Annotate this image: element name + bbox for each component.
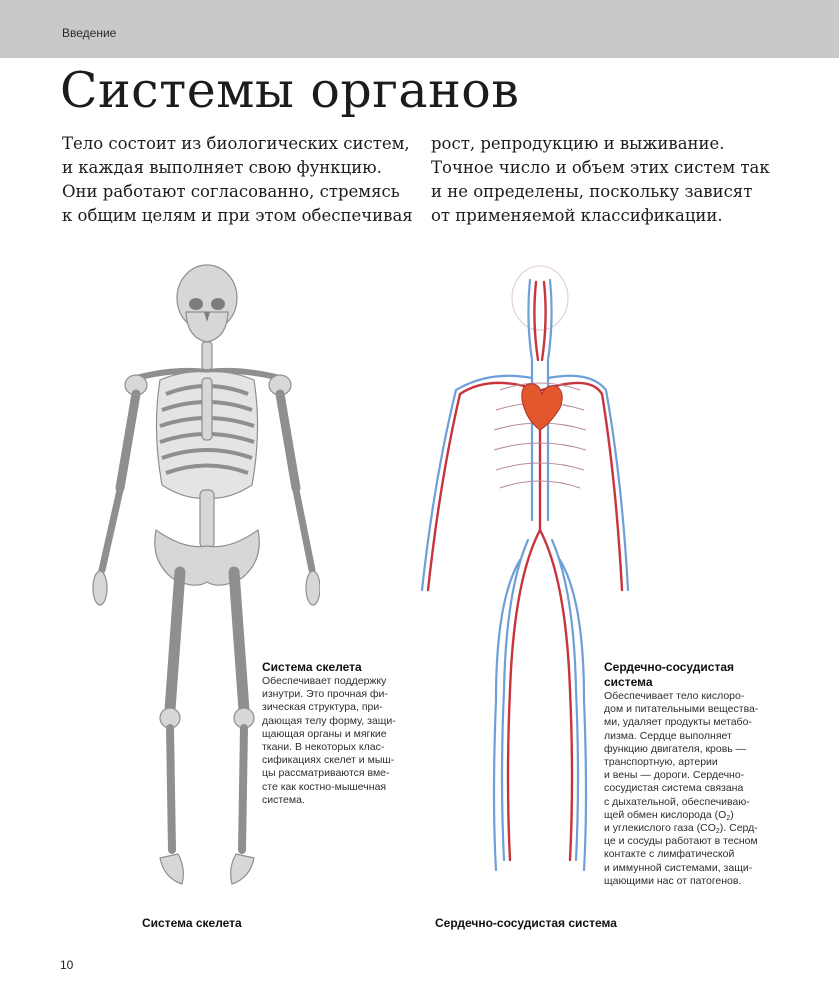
- cardio-info-line: дом и питательными вещества-: [604, 703, 759, 716]
- skeleton-info-line: зическая структура, при-: [262, 701, 383, 714]
- intro-right-column: [431, 132, 783, 228]
- intro-line: и не определены, поскольку зависят: [431, 182, 753, 201]
- cardio-info-line: щающими нас от патогенов.: [604, 874, 742, 887]
- sternum: [202, 378, 212, 440]
- skeleton-info-line: система.: [262, 793, 305, 806]
- cardio-info-line: с дыхательной, обеспечиваю-: [604, 795, 750, 808]
- co2-prefix: и углекислого газа (CO: [604, 822, 716, 835]
- cardio-caption: Сердечно-сосудистая система: [435, 916, 617, 930]
- cardio-info-line: ми, удаляет продукты метабо-: [604, 716, 752, 729]
- intro-line: к общим целям и при этом обеспечивая: [62, 206, 413, 225]
- intro-line: от применяемой классификации.: [431, 206, 723, 225]
- header-bar: [0, 0, 839, 58]
- intro-left-column: [62, 132, 414, 228]
- forearm-right: [296, 490, 312, 570]
- femur-left: [170, 572, 180, 710]
- cardio-info-line: и вены — дороги. Сердечно-: [604, 769, 745, 782]
- o2-subscript: 2: [726, 814, 731, 822]
- cardio-info-line: транспортную, артерии: [604, 756, 718, 769]
- skeleton-info: [262, 660, 427, 807]
- cardio-info-line: Обеспечивает тело кислоро-: [604, 690, 745, 702]
- cardio-info-line: функцию двигателя, кровь —: [604, 742, 747, 755]
- skeleton-info-line: изнутри. Это прочная фи-: [262, 688, 388, 701]
- femur-right: [234, 572, 244, 710]
- page-title: Системы органов: [60, 62, 520, 119]
- o2-prefix: щей обмен кислорода (O: [604, 808, 727, 821]
- eye-socket: [189, 298, 203, 310]
- skeleton-info-line: цы рассматриваются вме-: [262, 767, 390, 780]
- page-number: 10: [60, 958, 74, 972]
- humerus-right: [280, 394, 296, 488]
- skeleton-info-line: дающая телу форму, защи-: [262, 714, 396, 727]
- intro-line: и каждая выполняет свою функцию.: [62, 158, 382, 177]
- intro-line: Они работают согласованно, стремясь: [62, 182, 400, 201]
- cervical-spine: [202, 342, 212, 370]
- cardio-info-line: и иммунной системами, защи-: [604, 861, 753, 874]
- hand-right: [306, 571, 320, 605]
- tibia-left: [170, 728, 172, 850]
- body-outline: [512, 266, 568, 330]
- cardio-info-line-co2: [604, 822, 784, 835]
- skeleton-caption: Система скелета: [142, 916, 242, 930]
- cardio-info-line: сосудистая система связана: [604, 782, 744, 795]
- intro-line: Точное число и объем этих систем так: [431, 158, 770, 177]
- skeleton-info-line: ткани. В некоторых клас-: [262, 741, 385, 754]
- cardio-info: [604, 660, 784, 888]
- foot-left: [160, 854, 183, 884]
- skeleton-info-line: щающая органы и мягкие: [262, 727, 387, 740]
- cardio-info-line: лизма. Сердце выполняет: [604, 729, 732, 742]
- hand-left: [93, 571, 107, 605]
- cardiovascular-illustration: [400, 260, 630, 900]
- skeleton-info-line: сте как костно-мышечная: [262, 780, 387, 793]
- foot-right: [231, 854, 254, 884]
- cardio-info-line: це и сосуды работают в тесном: [604, 835, 758, 848]
- cardio-info-line: контакте с лимфатической: [604, 848, 735, 861]
- eye-socket: [211, 298, 225, 310]
- co2-suffix: ). Серд-: [719, 822, 758, 835]
- cardio-info-title: Сердечно-сосудистая: [604, 660, 735, 674]
- o2-suffix: ): [730, 808, 734, 821]
- arteries: [428, 282, 622, 860]
- skeleton-info-line: сификациях скелет и мыш-: [262, 754, 395, 767]
- cardio-info-title: система: [604, 675, 653, 689]
- skeleton-info-line: Обеспечивает поддержку: [262, 675, 387, 687]
- lumbar-spine: [200, 490, 214, 548]
- section-label: Введение: [62, 26, 117, 40]
- intro-line: рост, репродукцию и выживание.: [431, 134, 725, 153]
- cardio-info-line-o2: [604, 809, 784, 822]
- tibia-right: [242, 728, 244, 850]
- intro-line: Тело состоит из биологических систем,: [62, 134, 410, 153]
- co2-subscript: 2: [715, 828, 720, 836]
- skeleton-info-title: Система скелета: [262, 660, 362, 674]
- humerus-left: [120, 394, 136, 488]
- forearm-left: [102, 490, 120, 570]
